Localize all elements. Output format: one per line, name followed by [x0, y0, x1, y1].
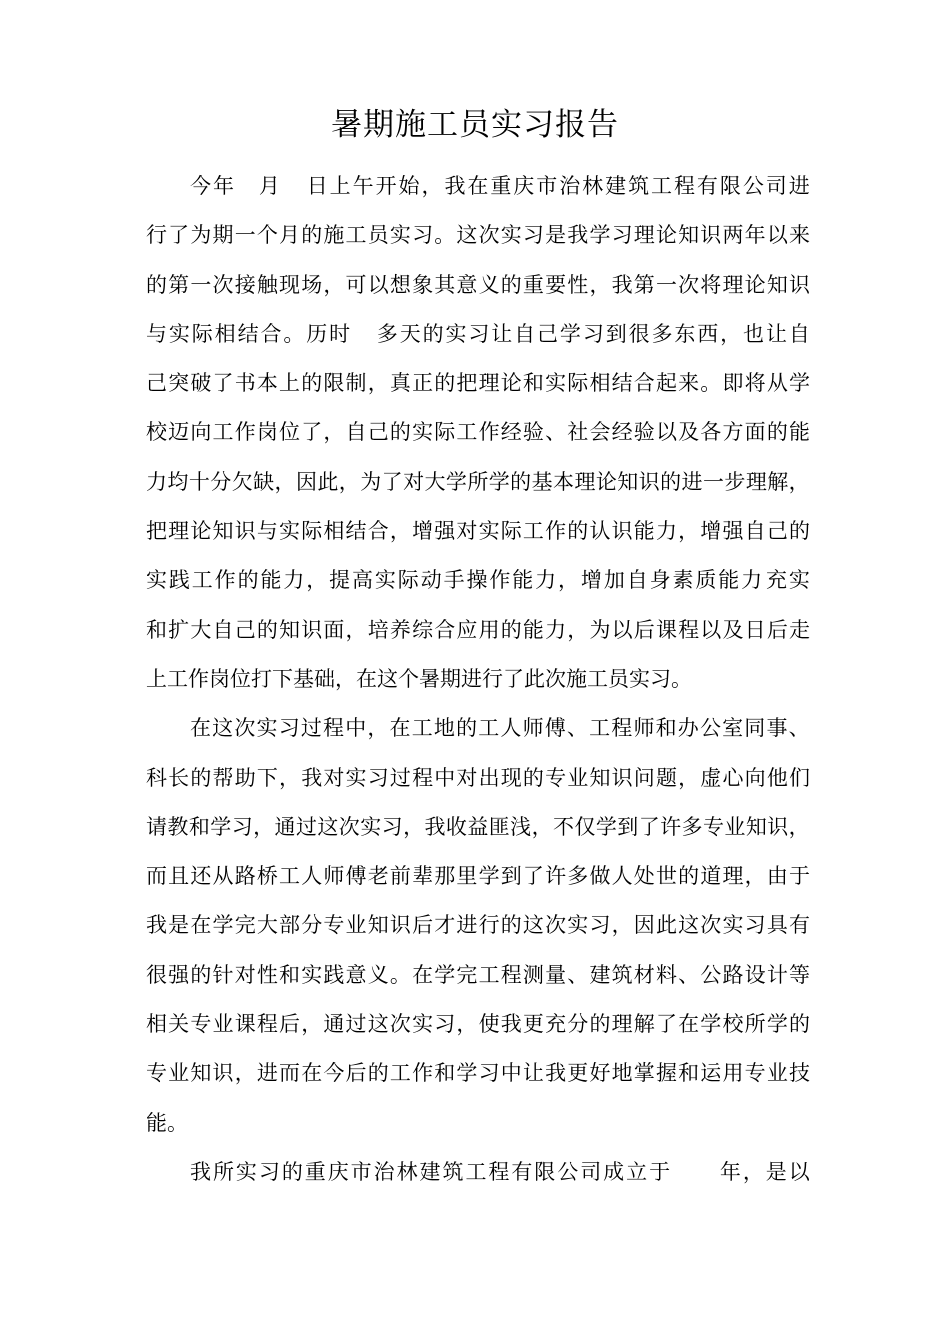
text-line: 而 且 还 从 路 桥 工 人 师 傅 老 前 辈 那 里 学 到 了 许 多 做 人 处 世 的 道 理 ， 由 于: [146, 864, 810, 889]
text-line: 的 第 一 次 接 触 现 场 ， 可 以 想 象 其 意 义 的 重 要 性 ， 我 第 一 次 将 理 论 知 识: [146, 272, 810, 297]
text-line: 力 均 十 分 欠 缺 ， 因 此 ， 为 了 对 大 学 所 学 的 基 本 理 论 知 识 的 进 一 步 理 解 ，: [146, 469, 810, 494]
document-title: 暑期施工员实习报告: [331, 107, 619, 143]
text-line: 在 这 次 实 习 过 程 中 ， 在 工 地 的 工 人 师 傅 、 工 程 师 和 办 公 室 同 事 、: [190, 716, 810, 741]
text-line: [146, 1099, 810, 1148]
text-line-content: 能。: [146, 1110, 188, 1135]
text-line: 请 教 和 学 习 ， 通 过 这 次 实 习 ， 我 收 益 匪 浅 ， 不 仅 学 到 了 许 多 专 业 知 识 ，: [146, 814, 810, 839]
text-line: 我 是 在 学 完 大 部 分 专 业 知 识 后 才 进 行 的 这 次 实 习 ， 因 此 这 次 实 习 具 有: [146, 913, 810, 938]
text-line: 与 实 际 相 结 合 。 历 时 多 天 的 实 习 让 自 己 学 习 到 很 多 东 西 ， 也 让 自: [146, 321, 810, 346]
text-line: 校 迈 向 工 作 岗 位 了 ， 自 己 的 实 际 工 作 经 验 、 社 会 经 验 以 及 各 方 面 的 能: [146, 420, 810, 445]
text-line: 很 强 的 针 对 性 和 实 践 意 义 。 在 学 完 工 程 测 量 、 建 筑 材 料 、 公 路 设 计 等: [146, 962, 810, 987]
text-line-content: 上工作岗位打下基础，在这个暑期进行了此次施工员实习。: [146, 666, 692, 691]
text-line: [146, 655, 810, 704]
text-line: 实 践 工 作 的 能 力 ， 提 高 实 际 动 手 操 作 能 力 ， 增 加 自 身 素 质 能 力 充 实: [146, 568, 810, 593]
text-line: 己 突 破 了 书 本 上 的 限 制 ， 真 正 的 把 理 论 和 实 际 相 结 合 起 来 。 即 将 从 学: [146, 371, 810, 396]
text-line: 我 所 实 习 的 重 庆 市 治 林 建 筑 工 程 有 限 公 司 成 立 于 年 ， 是 以: [190, 1159, 810, 1184]
text-line: 相 关 专 业 课 程 后 ， 通 过 这 次 实 习 ， 使 我 更 充 分 的 理 解 了 在 学 校 所 学 的: [146, 1012, 810, 1037]
text-line: 行 了 为 期 一 个 月 的 施 工 员 实 习 。 这 次 实 习 是 我 学 习 理 论 知 识 两 年 以 来: [146, 223, 810, 248]
text-line: 专 业 知 识 ， 进 而 在 今 后 的 工 作 和 学 习 中 让 我 更 好 地 掌 握 和 运 用 专 业 技: [146, 1061, 810, 1086]
text-line: 把 理 论 知 识 与 实 际 相 结 合 ， 增 强 对 实 际 工 作 的 认 识 能 力 ， 增 强 自 己 的: [146, 519, 810, 544]
text-line: 和 扩 大 自 己 的 知 识 面 ， 培 养 综 合 应 用 的 能 力 ， 为 以 后 课 程 以 及 日 后 走: [146, 617, 810, 642]
text-line: 今 年 月 日 上 午 开 始 ， 我 在 重 庆 市 治 林 建 筑 工 程 有 限 公 司 进: [190, 174, 810, 198]
text-line: 科 长 的 帮 助 下 ， 我 对 实 习 过 程 中 对 出 现 的 专 业 知 识 问 题 ， 虚 心 向 他 们: [146, 765, 810, 790]
document-body: [146, 162, 810, 1197]
